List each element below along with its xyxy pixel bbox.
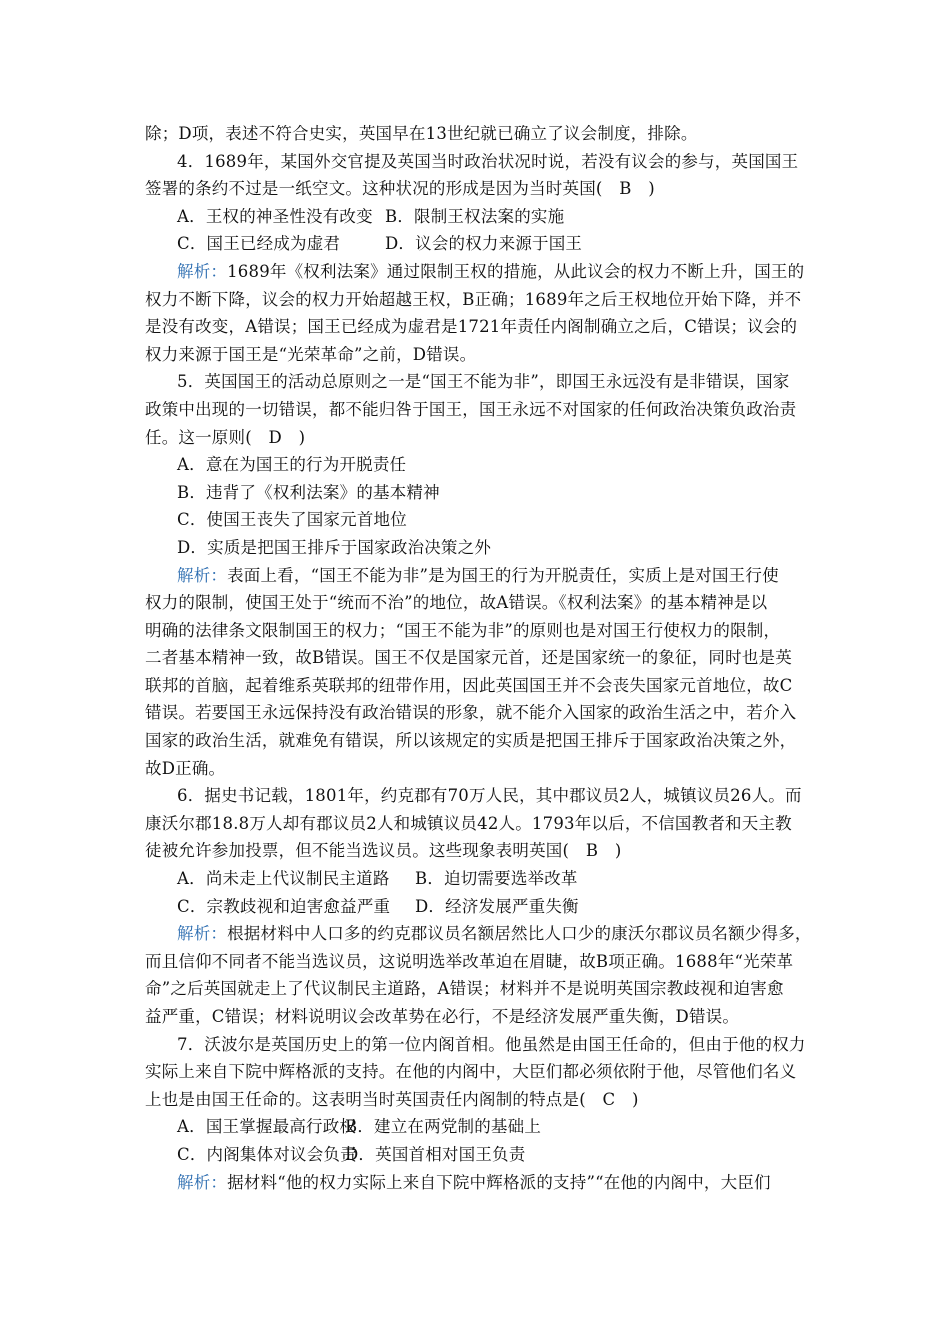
question-4-stem: 4．1689年，某国外交官提及英国当时政治状况时说，若没有议会的参与，英国国王: [177, 151, 799, 171]
question-6-options-ab: [145, 865, 815, 893]
analysis-5-cont: 明确的法律条文限制国王的权力；“国王不能为非”的原则也是对国王行使权力的限制，: [145, 620, 781, 640]
analysis-text: 1689年《权利法案》通过限制王权的措施，从此议会的权力不断上升，国王的: [227, 261, 805, 281]
question-4-options-cd: [145, 230, 815, 258]
analysis-label: 解析：: [177, 924, 228, 944]
analysis-4: [145, 258, 815, 286]
question-7-stem: 7．沃波尔是英国历史上的第一位内阁首相。他虽然是由国王任命的，但由于他的权力: [177, 1034, 806, 1054]
analysis-7: [145, 1169, 815, 1197]
option-a: A．王权的神圣性没有改变: [177, 206, 373, 226]
question-5-stem-cont: 政策中出现的一切错误，都不能归咎于国王，国王永远不对国家的任何政治决策负政治责: [145, 399, 797, 419]
option-c: C．国王已经成为虚君: [177, 234, 341, 254]
analysis-5-cont: 错误。若要国王永远保持没有政治错误的形象，就不能介入国家的政治生活之中，若介入: [145, 703, 797, 723]
option-d: D．实质是把国王排斥于国家政治决策之外: [177, 537, 492, 557]
analysis-label: 解析：: [177, 1172, 228, 1192]
question-6-stem-cont: 徒被允许参加投票，但不能当选议员。这些现象表明英国( B ): [145, 841, 622, 861]
question-4-stem-cont: 签署的条约不过是一纸空文。这种状况的形成是因为当时英国( B ): [145, 179, 655, 199]
analysis-4-cont: 权力不断下降，议会的权力开始超越王权，B正确；1689年之后王权地位开始下降，并不: [145, 289, 802, 309]
question-7-stem-cont: 实际上来自下院中辉格派的支持。在他的内阁中，大臣们都必须依附于他，尽管他们名义: [145, 1062, 797, 1082]
option-d: D．经济发展严重失衡: [415, 896, 579, 916]
option-b: B．建立在两党制的基础上: [345, 1117, 542, 1137]
analysis-5: [145, 562, 815, 590]
analysis-text: 根据材料中人口多的约克郡议员名额居然比人口少的康沃尔郡议员名额少得多，: [227, 924, 812, 944]
analysis-5-cont: 国家的政治生活，就难免有错误，所以该规定的实质是把国王排斥于国家政治决策之外，: [145, 731, 797, 751]
analysis-text: 据材料“他的权力实际上来自下院中辉格派的支持”“在他的内阁中，大臣们: [227, 1172, 771, 1192]
option-c: C．宗教歧视和迫害愈益严重: [177, 896, 391, 916]
option-b: B．限制王权法案的实施: [385, 206, 565, 226]
option-a: A．意在为国王的行为开脱责任: [177, 455, 407, 475]
option-a: A．国王掌握最高行政权: [177, 1117, 357, 1137]
question-5-stem: 5．英国国王的活动总原则之一是“国王不能为非”，即国王永远没有是非错误，国家: [177, 372, 790, 392]
analysis-text: 表面上看，“国王不能为非”是为国王的行为开脱责任，实质上是对国王行使: [227, 565, 779, 585]
text-line: 除；D项，表述不符合史实，英国早在13世纪就已确立了议会制度，排除。: [145, 124, 698, 143]
option-d: D．英国首相对国王负责: [345, 1144, 526, 1164]
option-d: D．议会的权力来源于国王: [385, 234, 583, 254]
analysis-6: [145, 920, 815, 948]
analysis-4-cont: 权力来源于国王是“光荣革命”之前，D错误。: [145, 344, 477, 364]
analysis-6-cont: 命”之后英国就走上了代议制民主道路，A错误；材料并不是说明英国宗教歧视和迫害愈: [145, 979, 784, 999]
question-6-stem-cont: 康沃尔郡18.8万人却有郡议员2人和城镇议员42人。1793年以后，不信国教者和天主教: [145, 813, 792, 833]
analysis-5-cont: 联邦的首脑，起着维系英联邦的纽带作用，因此英国国王并不会丧失国家元首地位，故C: [145, 675, 793, 695]
analysis-6-cont: 而且信仰不同者不能当选议员，这说明选举改革迫在眉睫，故B项正确。1688年“光荣革: [145, 951, 794, 971]
analysis-5-cont: 二者基本精神一致，故B错误。国王不仅是国家元首，还是国家统一的象征，同时也是英: [145, 648, 792, 668]
question-4-options-ab: [145, 203, 815, 231]
analysis-5-cont: 故D正确。: [145, 758, 226, 778]
option-c: C．内阁集体对议会负责: [177, 1144, 357, 1164]
analysis-5-cont: 权力的限制，使国王处于“统而不治”的地位，故A错误。《权利法案》的基本精神是以: [145, 593, 768, 613]
analysis-label: 解析：: [177, 261, 228, 281]
question-7-stem-cont: 上也是由国王任命的。这表明当时英国责任内阁制的特点是( C ): [145, 1089, 639, 1109]
option-b: B．违背了《权利法案》的基本精神: [177, 482, 440, 502]
question-6-options-cd: [145, 893, 815, 921]
analysis-label: 解析：: [177, 565, 228, 585]
option-b: B．迫切需要选举改革: [415, 869, 578, 889]
question-6-stem: 6．据史书记载，1801年，约克郡有70万人民，其中郡议员2人，城镇议员26人。而: [177, 786, 802, 806]
document-page: [145, 120, 815, 1196]
analysis-4-cont: 是没有改变，A错误；国王已经成为虚君是1721年责任内阁制确立之后，C错误；议会的: [145, 317, 798, 337]
option-c: C．使国王丧失了国家元首地位: [177, 510, 407, 530]
option-a: A．尚未走上代议制民主道路: [177, 869, 390, 889]
question-5-stem-cont: 任。这一原则( D ): [145, 427, 306, 447]
question-7-options-cd: [145, 1141, 815, 1169]
analysis-6-cont: 益严重，C错误；材料说明议会改革势在必行，不是经济发展严重失衡，D错误。: [145, 1007, 740, 1026]
question-7-options-ab: [145, 1113, 815, 1141]
